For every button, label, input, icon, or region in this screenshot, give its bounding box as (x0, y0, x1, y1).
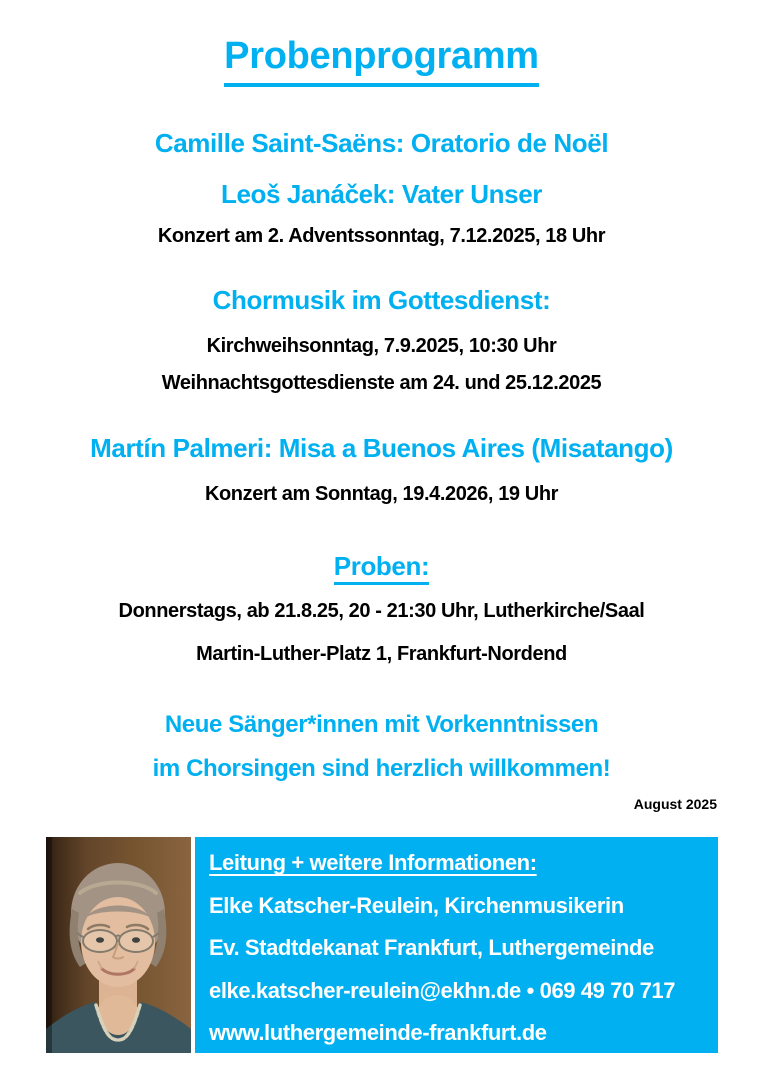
page-title (0, 37, 763, 87)
church-music-detail2: Weihnachtsgottesdienste am 24. und 25.12.2025 (161, 372, 602, 394)
portrait-illustration (46, 837, 191, 1053)
footer-organization: Ev. Stadtdekanat Frankfurt, Luthergemeinde (209, 935, 654, 961)
rehearsals-detail1: Donnerstags, ab 21.8.25, 20 - 21:30 Uhr, Lutherkirche/Saal (118, 600, 645, 622)
church-music-detail1: Kirchweihsonntag, 7.9.2025, 10:30 Uhr (206, 335, 557, 357)
footer-contact: elke.katscher-reulein@ekhn.de • 069 49 70 717 (209, 977, 676, 1003)
footer-box (46, 837, 718, 1053)
rehearsals-heading (0, 553, 763, 585)
rehearsals-heading-text: Proben: (334, 553, 429, 585)
concert2-detail: Konzert am Sonntag, 19.4.2026, 19 Uhr (204, 483, 559, 505)
concert1-detail: Konzert am 2. Adventssonntag, 7.12.2025, 18 Uhr (157, 225, 606, 247)
footer-name: Elke Katscher-Reulein, Kirchenmusikerin (209, 892, 624, 918)
footer-info-panel (195, 837, 718, 1053)
leader-photo (46, 837, 191, 1053)
invitation-line1: Neue Sänger*innen mit Vorkenntnissen (164, 711, 599, 738)
date-note: August 2025 (633, 796, 717, 812)
concert2-heading: Martín Palmeri: Misa a Buenos Aires (Misatango) (90, 433, 673, 463)
footer-heading-text: Leitung + weitere Informationen: (209, 850, 537, 876)
rehearsals-detail2: Martin-Luther-Platz 1, Frankfurt-Nordend (196, 643, 567, 665)
invitation-line2: im Chorsingen sind herzlich willkommen! (152, 755, 611, 782)
concert1-work2: Leoš Janáček: Vater Unser (221, 179, 542, 209)
church-music-heading: Chormusik im Gottesdienst: (212, 285, 551, 315)
page-title-text: Probenprogramm (224, 37, 539, 87)
footer-heading (209, 842, 718, 885)
footer-website: www.luthergemeinde-frankfurt.de (209, 1020, 547, 1046)
concert1-work1: Camille Saint-Saëns: Oratorio de Noël (154, 128, 609, 158)
